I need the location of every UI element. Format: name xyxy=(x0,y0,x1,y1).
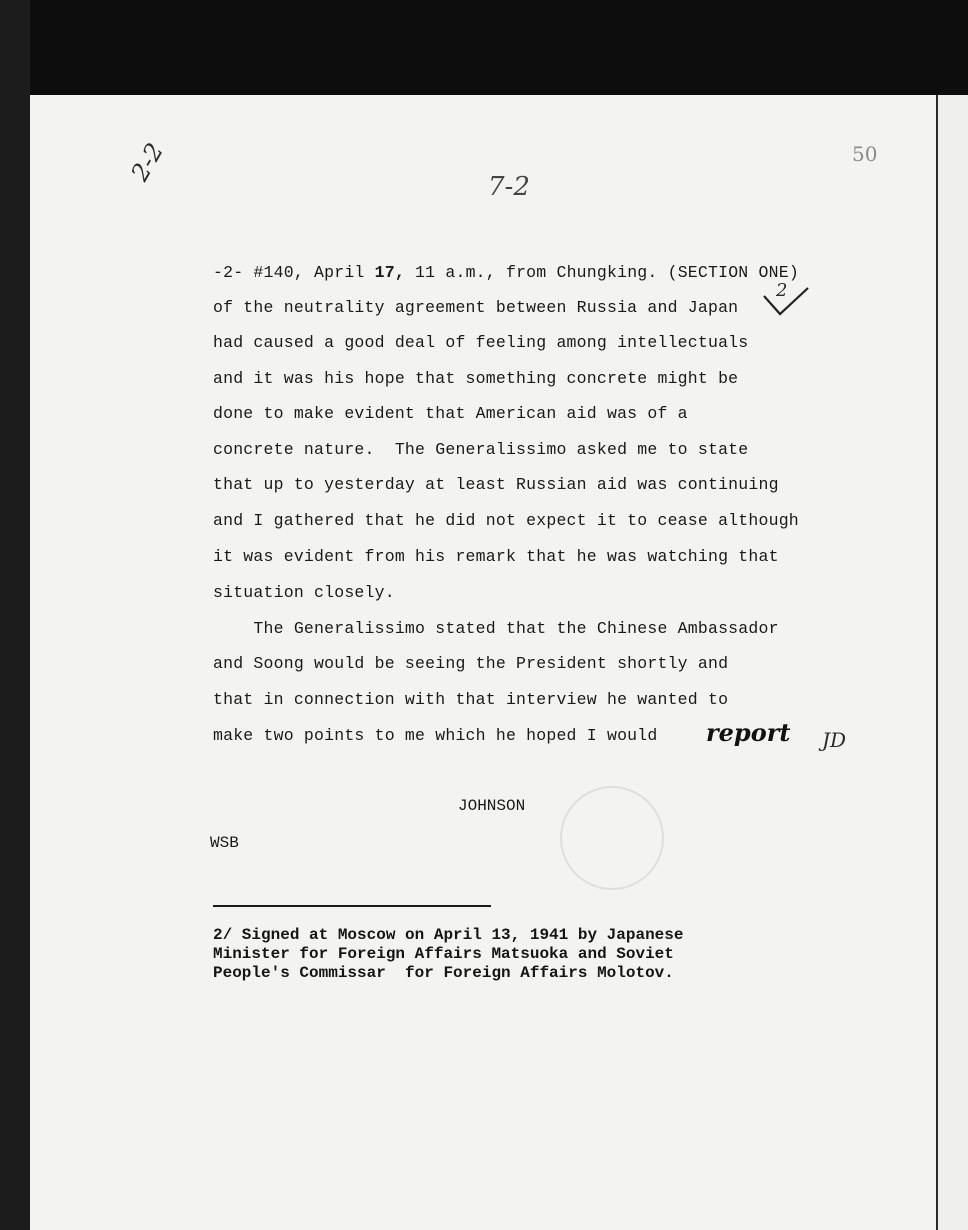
text-line: and Soong would be seeing the President shortly and xyxy=(213,654,729,673)
footnote-marker-handwritten: 2 xyxy=(776,280,788,301)
telegram-heading: -2- #140, April 17, 11 a.m., from Chungking. (SECTION ONE) xyxy=(213,263,799,282)
page-number: 50 xyxy=(852,142,878,166)
footnote-divider xyxy=(213,905,491,907)
text-line: The Generalissimo stated that the Chinese Ambassador xyxy=(213,619,779,638)
text-line: concrete nature. The Generalissimo asked me to state xyxy=(213,440,749,459)
footnote-line: 2/ Signed at Moscow on April 13, 1941 by Japanese xyxy=(213,926,684,944)
footnote-line: Minister for Foreign Affairs Matsuoka and Soviet xyxy=(213,945,674,963)
text-line: done to make evident that American aid was of a xyxy=(213,404,688,423)
top-annotation: 7-2 xyxy=(488,172,530,202)
text-line: make two points to me which he hoped I would xyxy=(213,726,658,745)
next-page-edge xyxy=(936,95,968,1230)
text-line: had caused a good deal of feeling among intellectuals xyxy=(213,333,749,352)
text-line: of the neutrality agreement between Russia and Japan xyxy=(213,298,739,317)
operator-initials: WSB xyxy=(210,834,239,852)
handwritten-initials: JD xyxy=(822,728,847,752)
text-line: and I gathered that he did not expect it to cease although xyxy=(213,511,799,530)
scan-background xyxy=(30,0,968,95)
received-stamp xyxy=(560,786,664,890)
text-line: that up to yesterday at least Russian aid was continuing xyxy=(213,475,779,494)
text-line: and it was his hope that something concrete might be xyxy=(213,369,739,388)
text-line: that in connection with that interview he wanted to xyxy=(213,690,729,709)
footnote-line: People's Commissar for Foreign Affairs Molotov. xyxy=(213,964,674,982)
text-line: it was evident from his remark that he was watching that xyxy=(213,547,779,566)
handwritten-word: report xyxy=(706,718,791,747)
text-line: situation closely. xyxy=(213,583,395,602)
margin-annotation: 2-2 xyxy=(125,138,170,186)
signature: JOHNSON xyxy=(458,797,526,815)
checkmark-icon xyxy=(762,284,810,318)
